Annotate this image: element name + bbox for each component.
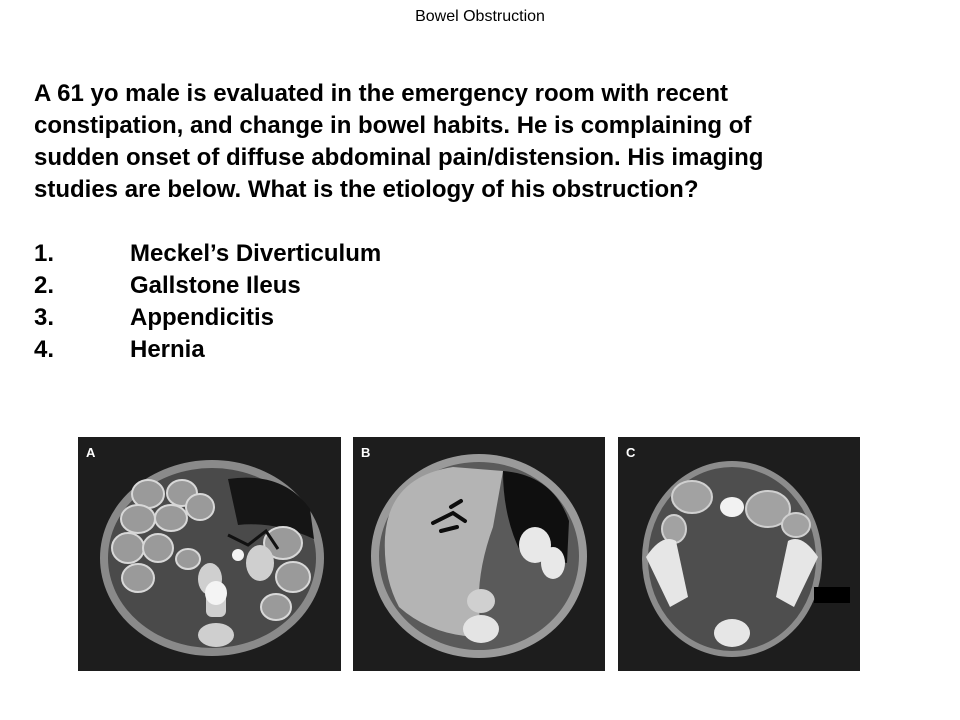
ct-scan-b	[353, 437, 605, 671]
slide-title: Bowel Obstruction	[415, 8, 545, 25]
ct-image-a	[78, 437, 341, 671]
question-line: constipation, and change in bowel habits. He is complaining of	[34, 112, 752, 139]
answer-option[interactable]	[34, 302, 634, 334]
panel-label: A	[86, 445, 96, 460]
option-label: Meckel’s Diverticulum	[130, 240, 382, 267]
answer-options	[34, 238, 634, 366]
ct-image-c	[618, 437, 860, 671]
option-number: 2.	[34, 272, 55, 299]
panel-label: C	[626, 445, 636, 460]
option-number: 3.	[34, 304, 55, 331]
option-label: Gallstone Ileus	[130, 272, 301, 299]
option-label: Appendicitis	[130, 304, 275, 331]
panel-label: B	[361, 445, 371, 460]
option-label: Hernia	[130, 336, 205, 363]
question-text	[34, 78, 934, 206]
option-number: 4.	[34, 336, 55, 363]
answer-option[interactable]	[34, 270, 634, 302]
answer-option[interactable]	[34, 238, 634, 270]
ct-scan-c	[618, 437, 860, 671]
answer-option[interactable]	[34, 334, 634, 366]
question-line: A 61 yo male is evaluated in the emergency room with recent	[34, 80, 729, 107]
option-number: 1.	[34, 240, 55, 267]
question-line: sudden onset of diffuse abdominal pain/distension. His imaging	[34, 144, 764, 171]
question-line: studies are below. What is the etiology of his obstruction?	[34, 176, 699, 203]
ct-scan-a	[78, 437, 341, 671]
ct-image-b	[353, 437, 605, 671]
